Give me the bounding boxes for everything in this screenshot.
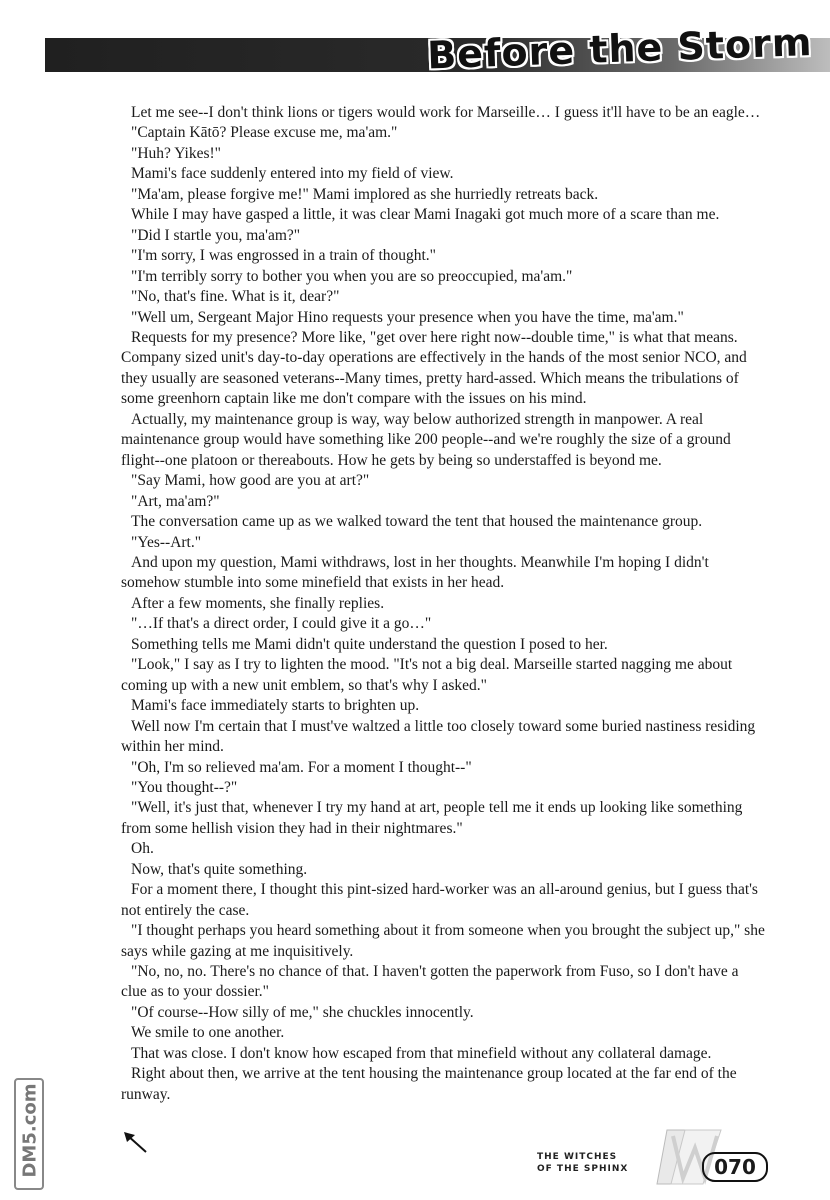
paragraph: Something tells me Mami didn't quite understand the question I posed to her.	[131, 635, 608, 653]
page-number: 070	[702, 1152, 768, 1182]
footer-series-line1: THE WITCHES	[537, 1152, 618, 1162]
paragraph: "I'm terribly sorry to bother you when you are so preoccupied, ma'am."	[131, 267, 573, 285]
paragraph: Now, that's quite something.	[131, 860, 308, 878]
paragraph: "I'm sorry, I was engrossed in a train of thought."	[131, 247, 437, 265]
paragraph: Well now I'm certain that I must've waltzed a little too closely toward some buried nastiness residing within her mind.	[121, 717, 756, 756]
arrow-icon	[122, 1130, 150, 1156]
paragraph: Requests for my presence? More like, "get over here right now--double time," is what that means. Company sized unit's day-to-day operations are effectively in the hands of the most senior NCO, and they usually are seasoned veterans--Many times, pretty hard-assed. Which means the tribulations of some greenhorn captain like me don't compare with the issues on his mind.	[121, 328, 747, 408]
paragraph: "No, that's fine. What is it, dear?"	[131, 288, 340, 306]
paragraph: "No, no, no. There's no chance of that. I haven't gotten the paperwork from Fuso, so I don't have a clue as to your dossier."	[121, 963, 739, 1001]
paragraph: "Art, ma'am?"	[131, 492, 220, 510]
paragraph: "Say Mami, how good are you at art?"	[131, 472, 370, 490]
site-watermark	[14, 1078, 44, 1190]
paragraph: "Did I startle you, ma'am?"	[131, 226, 301, 244]
paragraph: Mami's face suddenly entered into my field of view.	[131, 165, 454, 183]
paragraph: We smile to one another.	[131, 1024, 285, 1042]
paragraph: And upon my question, Mami withdraws, lost in her thoughts. Meanwhile I'm hoping I didn't somehow stumble into some minefield that exists in her head.	[121, 553, 709, 592]
paragraph: Right about then, we arrive at the tent housing the maintenance group located at the far end of the runway.	[121, 1065, 737, 1103]
paragraph: "Ma'am, please forgive me!" Mami implored as she hurriedly retreats back.	[131, 185, 599, 203]
paragraph: While I may have gasped a little, it was clear Mami Inagaki got much more of a scare than me.	[131, 206, 720, 224]
body-text	[121, 103, 766, 1105]
paragraph: "Yes--Art."	[131, 533, 202, 551]
footer-series-line2: OF THE SPHINX	[537, 1164, 629, 1174]
paragraph: "Of course--How silly of me," she chuckles innocently.	[131, 1003, 474, 1021]
paragraph: "You thought--?"	[131, 778, 238, 796]
paragraph: "Captain Kātō? Please excuse me, ma'am."	[131, 124, 398, 142]
paragraph: After a few moments, she finally replies.	[131, 594, 385, 612]
paragraph: For a moment there, I thought this pint-sized hard-worker was an all-around genius, but I guess that's not entirely the case.	[121, 881, 758, 919]
paragraph: "Well um, Sergeant Major Hino requests your presence when you have the time, ma'am."	[131, 308, 684, 326]
paragraph: "…If that's a direct order, I could give it a go…"	[131, 615, 432, 633]
paragraph: "Well, it's just that, whenever I try my hand at art, people tell me it ends up looking like something from some hellish vision they had in their nightmares."	[121, 799, 743, 837]
paragraph: Oh.	[131, 840, 154, 858]
paragraph: The conversation came up as we walked toward the tent that housed the maintenance group.	[131, 513, 703, 531]
paragraph: "Look," I say as I try to lighten the mood. "It's not a big deal. Marseille started nagging me about coming up with a new unit emblem, so that's why I asked."	[121, 656, 733, 694]
paragraph: Mami's face immediately starts to brighten up.	[131, 697, 420, 715]
paragraph: That was close. I don't know how escaped from that minefield without any collateral damage.	[131, 1044, 712, 1062]
paragraph: Actually, my maintenance group is way, way below authorized strength in manpower. A real maintenance group would have something like 200 people--and we're roughly the size of a ground flight--one platoon or thereabouts. How he gets by being so understaffed is beyond me.	[121, 410, 731, 469]
paragraph: "I thought perhaps you heard something about it from someone when you brought the subject up," she says while gazing at me inquisitively.	[121, 922, 765, 960]
chapter-title: Before the Storm	[426, 20, 813, 78]
paragraph: "Oh, I'm so relieved ma'am. For a moment I thought--"	[131, 758, 472, 776]
paragraph: "Huh? Yikes!"	[131, 144, 221, 162]
paragraph: Let me see--I don't think lions or tigers would work for Marseille… I guess it'll have to be an eagle…	[131, 104, 761, 121]
watermark-text: DM5.com	[19, 1083, 41, 1178]
